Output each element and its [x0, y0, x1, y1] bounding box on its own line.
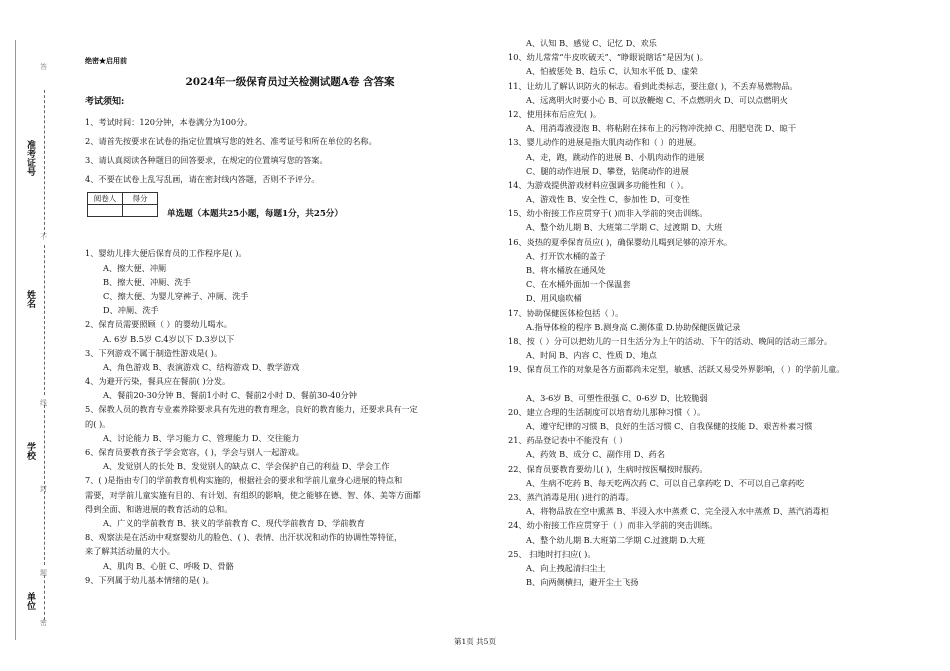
answer-option: A、生病不吃药 B、每天吃两次药 C、可以自己拿药吃 D、不可以自己拿药吃 [526, 477, 805, 488]
notice-item: 4、不要在试卷上乱写乱画，请在密封线内答题，否则不予评分。 [85, 174, 320, 185]
section-title: 单选题（本题共25小题，每题1分，共25分） [167, 209, 343, 220]
question-line: 来了解其活动量的大小。 [85, 546, 176, 557]
notice-heading: 考试须知: [85, 97, 125, 108]
question-line: 25、 扫地时打扫应( )。 [508, 548, 596, 559]
label-school: 学校 [25, 442, 35, 460]
right-column [508, 38, 928, 589]
answer-option: A、发觉别人的长处 B、发觉别人的缺点 C、学会保护自己的利益 D、学会工作 [103, 461, 390, 472]
left-column [85, 54, 495, 587]
question-line: 21、药品登记表中不能没有（ ） [508, 435, 628, 446]
question-line: 5、保教人员的教育专业素养除要求具有先进的教育理念，良好的教育能力，还要求具有一定 [85, 404, 418, 415]
unit-underline [44, 575, 45, 620]
cut-mark: 题 [40, 569, 47, 577]
answer-option: B、向两侧横扫，避开尘土飞扬 [526, 577, 639, 588]
question-line: 23、蒸汽消毒是用( )进行的消毒。 [508, 492, 634, 502]
right-questions [508, 36, 928, 589]
question-line: 的( )。 [85, 418, 111, 429]
answer-option: A、广义的学前教育 B、狭义的学前教育 C、现代学前教育 D、学前教育 [103, 517, 365, 528]
question-line: 得到全面、和谐进展的教育活动的总和。 [85, 503, 233, 514]
answer-option: A、药效 B、成分 C、副作用 D、药名 [526, 449, 666, 460]
notice-item: 1、考试时间：120分钟，本卷满分为100分。 [85, 117, 253, 128]
question-line: 15、幼小衔接工作应贯穿于( )而非入学前的突击训练。 [508, 208, 708, 219]
answer-option: A、擦大便、冲厕 [103, 262, 167, 273]
answer-option: A、远离明火时要小心 B、可以放鞭炮 C、不点燃明火 D、可以点燃明火 [526, 94, 788, 105]
answer-option: A、时间 B、内容 C、性质 D、地点 [526, 350, 657, 361]
question-line: 2、保育员需要照顾（ ）的婴幼儿喝水。 [85, 319, 232, 330]
score-cell-blank [88, 205, 123, 217]
score-cell-blank [123, 205, 158, 217]
question-line: 1、婴幼儿排大便后保育员的工作程序是( )。 [85, 248, 247, 259]
answer-option: C、在水桶外面加一个保温套 [526, 279, 631, 290]
question-line: 17、协助保健医体检包括（ ）。 [508, 307, 624, 318]
answer-option: B、擦大便、冲厕、洗手 [103, 276, 191, 287]
question-line: 3、下列游戏不属于制造性游戏是( )。 [85, 347, 223, 358]
answer-option: A、将物品放在空中熏蒸 B、半浸入水中蒸煮 C、完全浸入水中蒸煮 D、蒸汽消毒柜 [526, 506, 829, 517]
answer-option: A、3-6岁 B、可塑性很强 C、0-6岁 D、比较脆弱 [526, 392, 708, 403]
answer-option: A、遵守纪律的习惯 B、良好的生活习惯 C、自我保健的技能 D、艰苦朴素习惯 [526, 421, 813, 432]
left-questions [85, 246, 495, 587]
notice-list [85, 113, 495, 189]
question-line: 19、保育员工作的对象是各方面都尚未定型，敏感、活跃又易受外界影响，（ ）的学前儿童。 [508, 364, 845, 375]
answer-option: A、整个幼儿期 B、大班第二学期 C、过渡期 D、大班 [526, 222, 723, 233]
notice-item: 3、请认真阅读各种题目的回答要求，在规定的位置填写您的答案。 [85, 155, 328, 166]
answer-option: A、餐前20-30分钟 B、餐前1小时 C、餐前2小时 D、餐前30-40分钟 [103, 390, 357, 401]
question-line: 22、保育员要教育要幼儿( )，生病时按医嘱按时服药。 [508, 463, 708, 474]
answer-option: A、角色游戏 B、表演游戏 C、结构游戏 D、教学游戏 [103, 361, 300, 372]
answer-option: A、怕被惩处 B、趋乐 C、认知水平低 D、虚荣 [526, 66, 698, 77]
score-table [87, 192, 158, 217]
cut-mark: 答 [40, 63, 47, 71]
question-line: 18、按（ ）分可以把幼儿的一日生活分为上午的活动、下午的活动、晚间的活动三部分。 [508, 335, 833, 346]
cut-mark: 线 [40, 399, 47, 407]
question-line: 4、为避开污染，餐具应在餐前( )分发。 [85, 376, 231, 387]
score-table-score: 得分 [123, 193, 158, 205]
page-footer: 第1页 共5页 [454, 637, 496, 646]
answer-option: A、肌肉 B、心脏 C、呼吸 D、骨骼 [103, 560, 234, 571]
answer-option: A、用消毒液浸泡 B、将粘附在抹布上的污物冲洗掉 C、用肥皂洗 D、晾干 [526, 123, 797, 134]
answer-option: A、走，跑，跳动作的进展 B、小肌肉动作的进展 [526, 151, 705, 162]
answer-option: A、向上拽起清扫尘土 [526, 562, 606, 573]
answer-option: A. 6岁 B.5岁 C.4岁以下 D.3岁以下 [103, 333, 235, 344]
answer-option: C、腿的动作进展 D、攀登，钻爬动作的进展 [526, 165, 689, 176]
answer-option: C、擦大便、为婴儿穿裤子、冲厕、洗手 [103, 290, 249, 301]
question-line: 6、保育员要教育孩子学会宽容，( )，学会与别人一起游戏。 [85, 447, 304, 457]
question-line [508, 377, 928, 391]
page-title: 2024年一级保育员过关检测试题A卷 含答案 [185, 76, 395, 89]
question-line: 7、( )是指由专门的学前教育机构实施的，根据社会的要求和学前儿童身心进展的特点和 [85, 475, 403, 486]
score-section [85, 192, 495, 226]
question-line: 11、让幼儿了解认识防火的标志。看到此类标志，要注意( )，不丢弃易燃物品。 [508, 80, 798, 91]
answer-option: A.指导体检的程序 B.测身高 C.测体重 D.协助保健医做记录 [526, 321, 741, 332]
cut-mark: 密 [40, 619, 47, 627]
question-line: 13、婴儿动作的进展是指大肌肉动作和（ ）的进展。 [508, 137, 702, 148]
cut-mark: 封 [40, 485, 47, 493]
answer-option: A、讨论能力 B、学习能力 C、管理能力 D、交往能力 [103, 432, 300, 443]
question-line: 10、幼儿常常“牛皮吹破天”、“睁眼说瞎话”是因为( )。 [508, 52, 708, 63]
name-underline [44, 245, 45, 395]
answer-option: A、认知 B、感觉 C、记忆 D、欢乐 [526, 38, 657, 48]
answer-option: D、用风扇吹桶 [526, 293, 582, 304]
question-line: 16、炎热的夏季保育员应( )，确保婴幼儿喝到足够的凉开水。 [508, 236, 733, 247]
answer-option: A、游戏性 B、安全性 C、参加性 D、可变性 [526, 194, 690, 205]
question-line: 9、下列属于幼儿基本情绪的是( )。 [85, 574, 214, 585]
exam-number-underline [44, 90, 45, 235]
question-line: 12、使用抹布后应先( )。 [508, 108, 602, 119]
cut-mark: 不 [40, 233, 47, 241]
label-exam-number: 准考证号 [25, 140, 35, 176]
label-name: 姓名 [25, 290, 35, 308]
score-table-grader: 阅卷人 [88, 193, 123, 205]
secret-label: 绝密★启用前 [85, 56, 127, 65]
question-line: 需要，对学前儿童实施有目的、有计划、有组织的影响，使之能够在德、智、体、美等方面都 [85, 489, 421, 500]
binding-strip [0, 0, 70, 671]
question-line: 24、幼小衔接工作应贯穿于（ ）而非入学前的突击训练。 [508, 520, 718, 531]
answer-option: D、冲厕、洗手 [103, 305, 159, 316]
question-line: 20、建立合理的生活制度可以培育幼儿那种习惯（ ）。 [508, 406, 706, 417]
label-unit: 单位 [25, 592, 35, 610]
question-line: 14、为游戏提供游戏材料应强调多功能性和（ ）。 [508, 179, 689, 190]
answer-option: A、整个幼儿期 B.大班第二学期 C.过渡期 D.大班 [526, 534, 705, 545]
answer-option: B、将水桶放在通风处 [526, 265, 606, 275]
answer-option: A、打开饮水桶的盖子 [526, 250, 606, 261]
binding-rule [15, 40, 16, 640]
notice-item: 2、请首先按要求在试卷的指定位置填写您的姓名、准考证号和所在单位的名称。 [85, 136, 377, 147]
question-line: 8、观察法是在活动中观察婴幼儿的脸色、( )、表情、出汗状况和动作的协调性等特征， [85, 532, 403, 543]
